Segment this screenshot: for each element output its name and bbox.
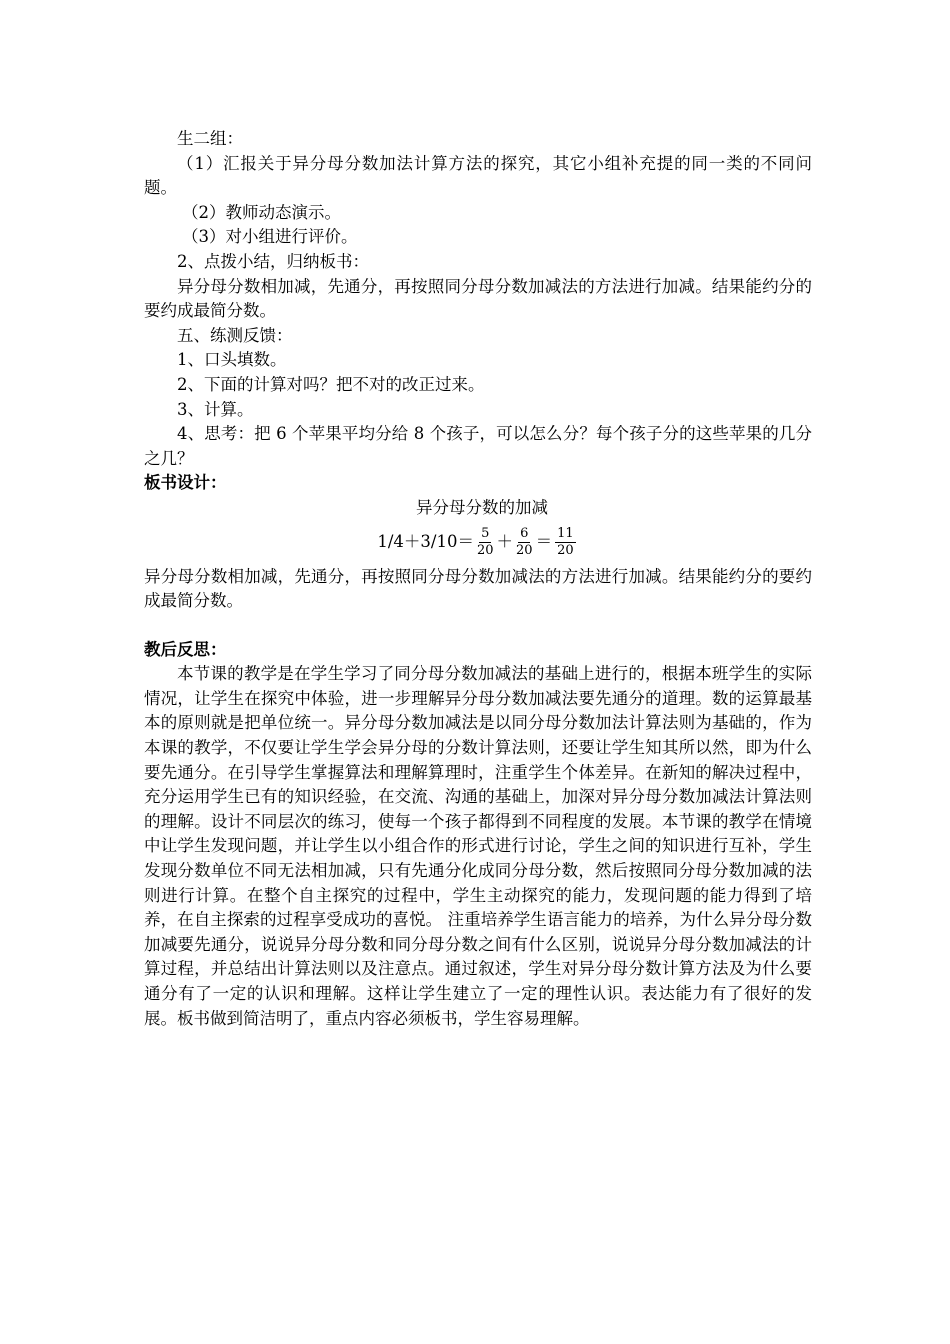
plus-sign: ＋ (496, 532, 514, 552)
text-line: 五、练测反馈： (177, 325, 293, 345)
reflection-paragraph: 本节课的教学是在学生学习了同分母分数加减法的基础上进行的，根据本班学生的实际情况，让学生在探究中体验，进一步理解异分母分数加减法要先通分的道理。数的运算最基本的原则就是把单位统一。异分母分数加减法是以同分母分数加法计算法则为基础的，作为本课的教学，不仅要让学生学会异分母的分数计算法则，还要让学生知其所以然，即为什么要先通分。在引导学生掌握算法和理解算理时，注重学生个体差异。在新知的解决过程中，充分运用学生已有的知识经验，在交流、沟通的基础上，加深对异分母分数加减法计算法则的理解。设计不同层次的练习，使每一个孩子都得到不同程度的发展。本节课的教学在情境中让学生发现问题，并让学生以小组合作的形式进行讨论，学生之间的知识进行互补，学生发现分数单位不同无法相加减，只有先通分化成同分母分数，然后按照同分母分数加减的法则进行计算。在整个自主探究的过程中，学生主动探究的能力，发现问题的能力得到了培养，在自主探索的过程享受成功的喜悦。 注重培养学生语言能力的培养，为什么异分母分数加减要先通分，说说异分母分数和同分母分数之间有什么区别，说说异分母分数加减法的计算过程，并总结出计算法则以及注意点。通过叙述，学生对异分母分数计算方法及为什么要通分有了一定的认识和理解。这样让学生建立了一定的理性认识。表达能力有了很好的发展。板书做到简洁明了，重点内容必须板书，学生容易理解。 (144, 664, 812, 1028)
board-rule: 异分母分数相加减，先通分，再按照同分母分数加减法的方法进行加减。结果能约分的要约成最简分数。 (144, 566, 812, 611)
text-line: 异分母分数相加减，先通分，再按照同分母分数加减法的方法进行加减。结果能约分的要约成最简分数。 (144, 276, 812, 321)
document-page (144, 127, 812, 1031)
fraction-numerator: 11 (557, 526, 574, 541)
fraction-denominator: 20 (557, 543, 574, 558)
fraction-numerator: 6 (520, 526, 529, 541)
board-design-heading: 板书设计： (144, 473, 227, 493)
spacer (144, 614, 812, 638)
text-line: 2、下面的计算对吗？把不对的改正过来。 (177, 374, 485, 394)
text-line: （3）对小组进行评价。 (182, 227, 358, 247)
reflection-heading: 教后反思： (144, 639, 227, 659)
formula-lead: 1/4＋3/10＝ (377, 532, 474, 552)
fraction-denominator: 20 (476, 543, 494, 558)
text-line: 4、思考：把 6 个苹果平均分给 8 个孩子，可以怎么分？每个孩子分的这些苹果的几分之几？ (144, 424, 812, 468)
fraction-3 (555, 526, 576, 559)
text-line: 3、计算。 (177, 399, 254, 419)
fraction-1 (477, 526, 494, 559)
equals-sign: ＝ (535, 532, 553, 552)
board-title: 异分母分数的加减 (416, 497, 548, 517)
fraction-denominator: 20 (516, 543, 533, 558)
fraction-numerator: 5 (481, 526, 490, 541)
fraction-2 (516, 526, 533, 559)
board-formula (144, 521, 812, 565)
text-line: 1、口头填数。 (177, 350, 287, 370)
lesson-steps (144, 127, 812, 471)
text-line: 生二组： (177, 129, 243, 148)
text-line: （2）教师动态演示。 (182, 202, 341, 222)
text-line: （1）汇报关于异分母分数加法计算方法的探究，其它小组补充提的同一类的不同问题。 (144, 153, 812, 198)
text-line: 2、点拨小结，归纳板书： (177, 251, 369, 271)
